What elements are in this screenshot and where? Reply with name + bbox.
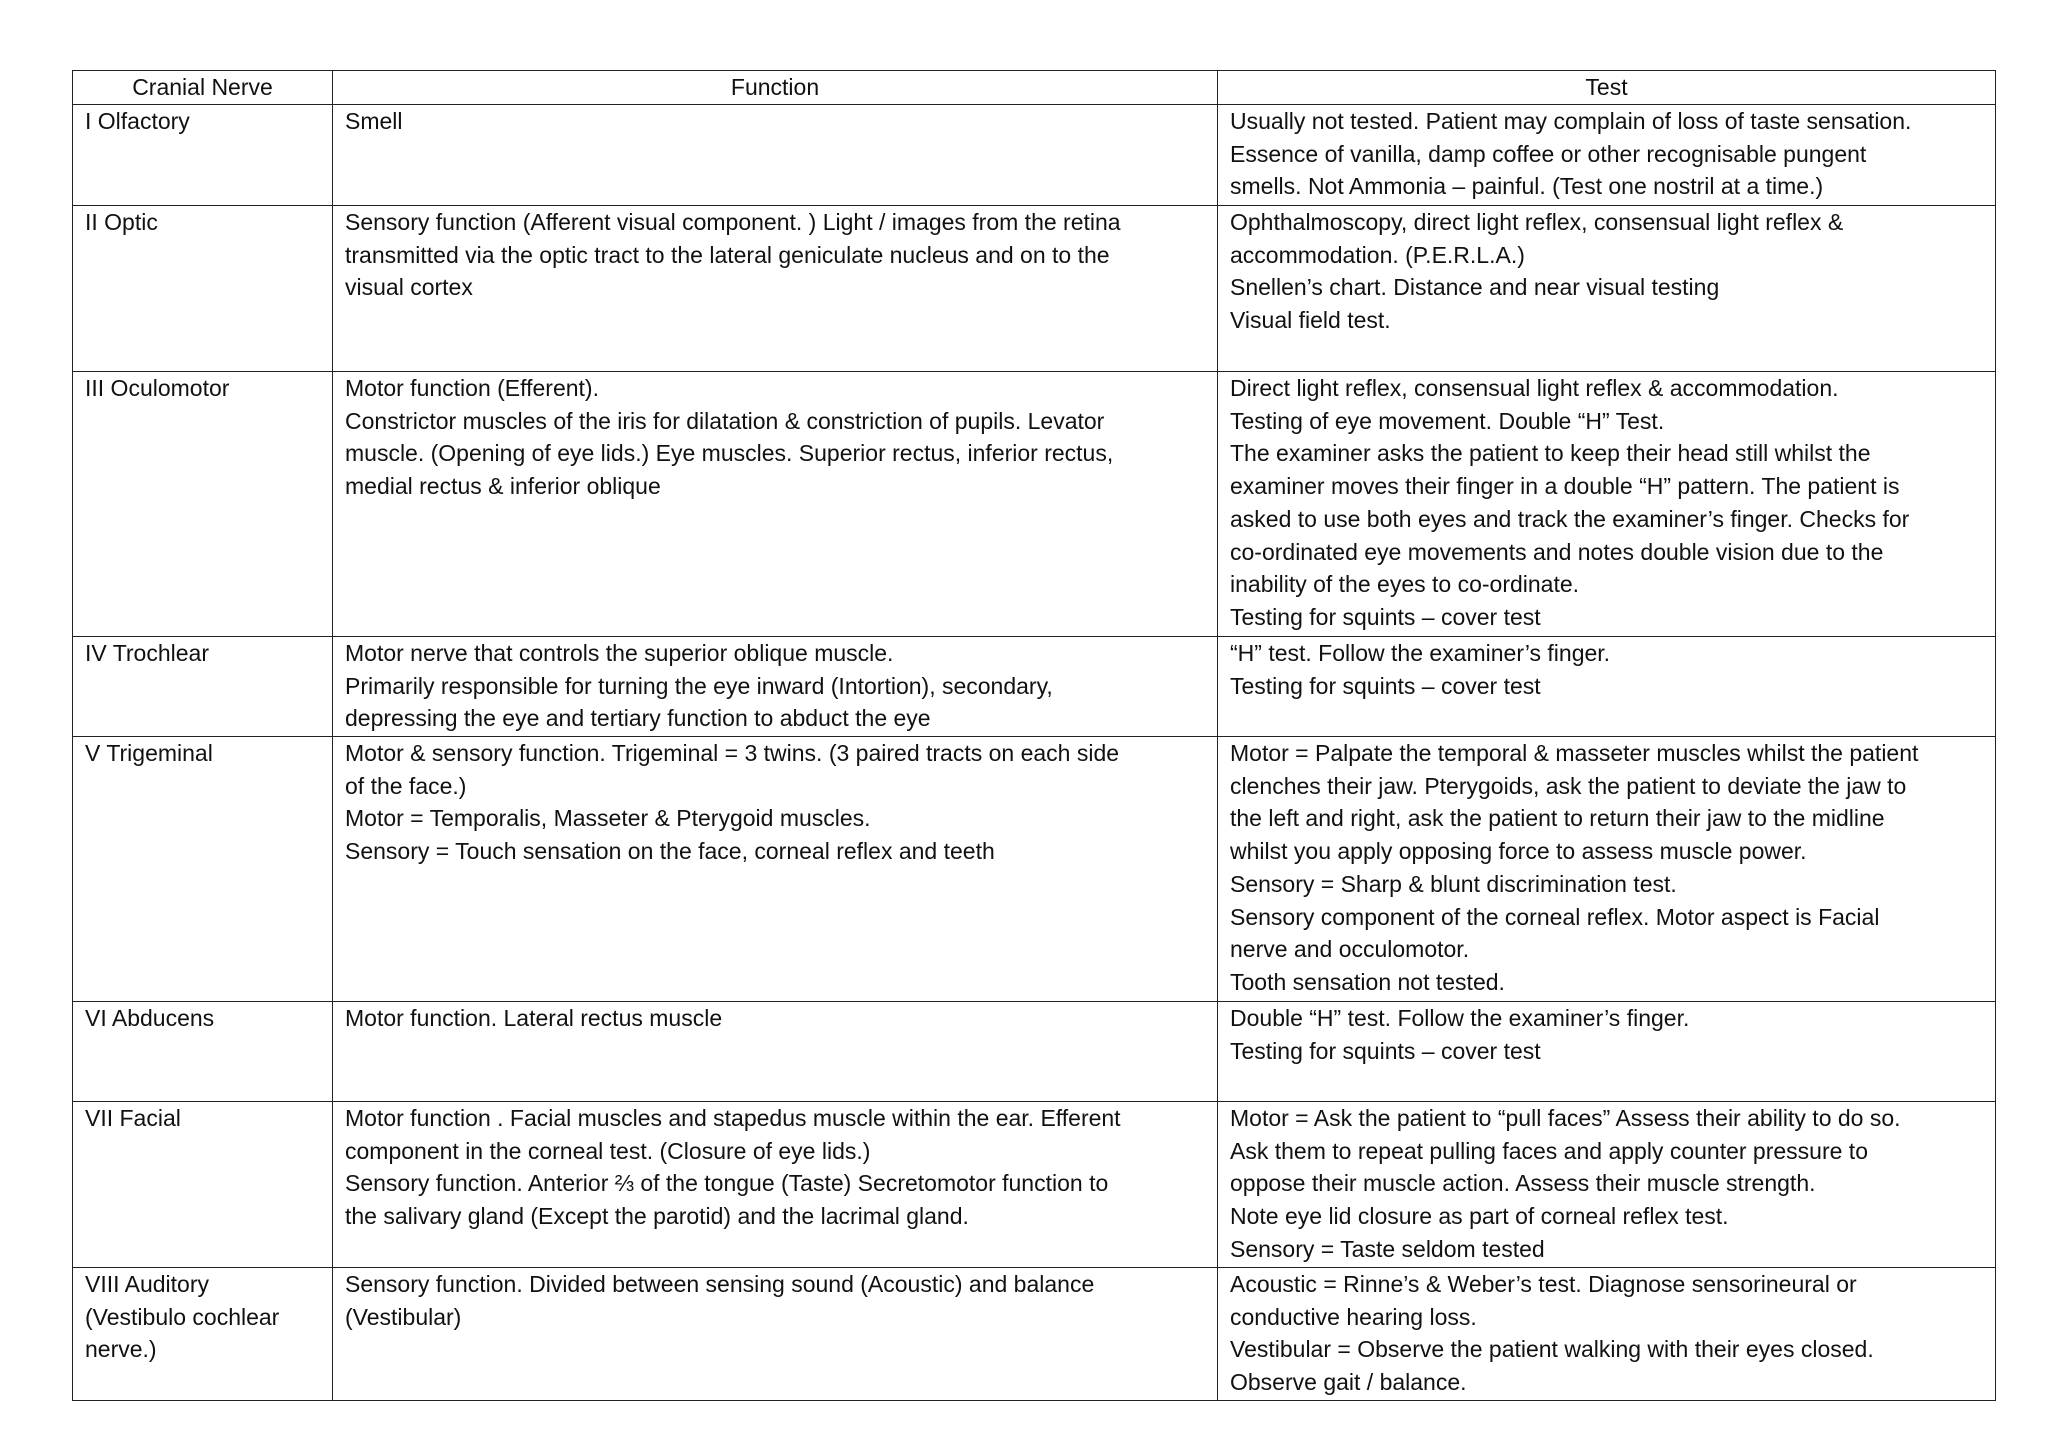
table-header-row [73,71,1996,105]
function-cell: Motor function . Facial muscles and stapedus muscle within the ear. Efferent component in the corneal test. (Closure of eye lids.) Sensory function. Anterior ⅔ of the tongue (Taste) Secretomotor function to the salivary gland (Except the parotid) and the lacrimal gland. [333,1102,1218,1268]
test-cell: Acoustic = Rinne’s & Weber’s test. Diagnose sensorineural or conductive hearing loss. Vestibular = Observe the patient walking with their eyes closed. Observe gait / balance. [1218,1268,1996,1401]
nerve-cell: V Trigeminal [73,737,333,1002]
function-cell: Sensory function. Divided between sensing sound (Acoustic) and balance (Vestibular) [333,1268,1218,1401]
test-cell: Ophthalmoscopy, direct light reflex, consensual light reflex & accommodation. (P.E.R.L.A.) Snellen’s chart. Distance and near visual testing Visual field test. [1218,206,1996,372]
table-row [73,737,1996,1002]
function-cell: Motor & sensory function. Trigeminal = 3 twins. (3 paired tracts on each side of the face.) Motor = Temporalis, Masseter & Pterygoid muscles. Sensory = Touch sensation on the face, corneal reflex and teeth [333,737,1218,1002]
nerve-cell: VIII Auditory (Vestibulo cochlear nerve.) [73,1268,333,1401]
column-header-function: Function [333,71,1218,105]
test-cell: “H” test. Follow the examiner’s finger. Testing for squints – cover test [1218,637,1996,737]
column-header-cranial-nerve: Cranial Nerve [73,71,333,105]
test-cell: Direct light reflex, consensual light reflex & accommodation. Testing of eye movement. Double “H” Test. The examiner asks the patient to keep their head still whilst the examiner moves their finger in a double “H” pattern. The patient is asked to use both eyes and track the examiner’s finger. Checks for co-ordinated eye movements and notes double vision due to the inability of the eyes to co-ordinate. Testing for squints – cover test [1218,372,1996,637]
nerve-cell: IV Trochlear [73,637,333,737]
test-cell: Usually not tested. Patient may complain of loss of taste sensation. Essence of vanilla, damp coffee or other recognisable pungent smells. Not Ammonia – painful. (Test one nostril at a time.) [1218,105,1996,206]
table-row [73,1268,1996,1401]
function-cell: Sensory function (Afferent visual component. ) Light / images from the retina transmitted via the optic tract to the lateral geniculate nucleus and on to the visual cortex [333,206,1218,372]
table-row [73,1002,1996,1102]
test-cell: Motor = Palpate the temporal & masseter muscles whilst the patient clenches their jaw. Pterygoids, ask the patient to deviate the jaw to the left and right, ask the patient to return their jaw to the midline whilst you apply opposing force to assess muscle power. Sensory = Sharp & blunt discrimination test. Sensory component of the corneal reflex. Motor aspect is Facial nerve and occulomotor. Tooth sensation not tested. [1218,737,1996,1002]
cranial-nerve-table [72,70,1996,1401]
column-header-test: Test [1218,71,1996,105]
function-cell: Smell [333,105,1218,206]
function-cell: Motor function. Lateral rectus muscle [333,1002,1218,1102]
nerve-cell: III Oculomotor [73,372,333,637]
test-cell: Motor = Ask the patient to “pull faces” Assess their ability to do so. Ask them to repeat pulling faces and apply counter pressure to oppose their muscle action. Assess their muscle strength. Note eye lid closure as part of corneal reflex test. Sensory = Taste seldom tested [1218,1102,1996,1268]
nerve-cell: I Olfactory [73,105,333,206]
nerve-cell: II Optic [73,206,333,372]
table-row [73,372,1996,637]
function-cell: Motor function (Efferent). Constrictor muscles of the iris for dilatation & constriction of pupils. Levator muscle. (Opening of eye lids.) Eye muscles. Superior rectus, inferior rectus, medial rectus & inferior oblique [333,372,1218,637]
test-cell: Double “H” test. Follow the examiner’s finger. Testing for squints – cover test [1218,1002,1996,1102]
nerve-cell: VI Abducens [73,1002,333,1102]
function-cell: Motor nerve that controls the superior oblique muscle. Primarily responsible for turning the eye inward (Intortion), secondary, depressing the eye and tertiary function to abduct the eye [333,637,1218,737]
table-row [73,105,1996,206]
nerve-cell: VII Facial [73,1102,333,1268]
document-page [72,70,1995,1401]
table-row [73,637,1996,737]
table-row [73,206,1996,372]
table-row [73,1102,1996,1268]
